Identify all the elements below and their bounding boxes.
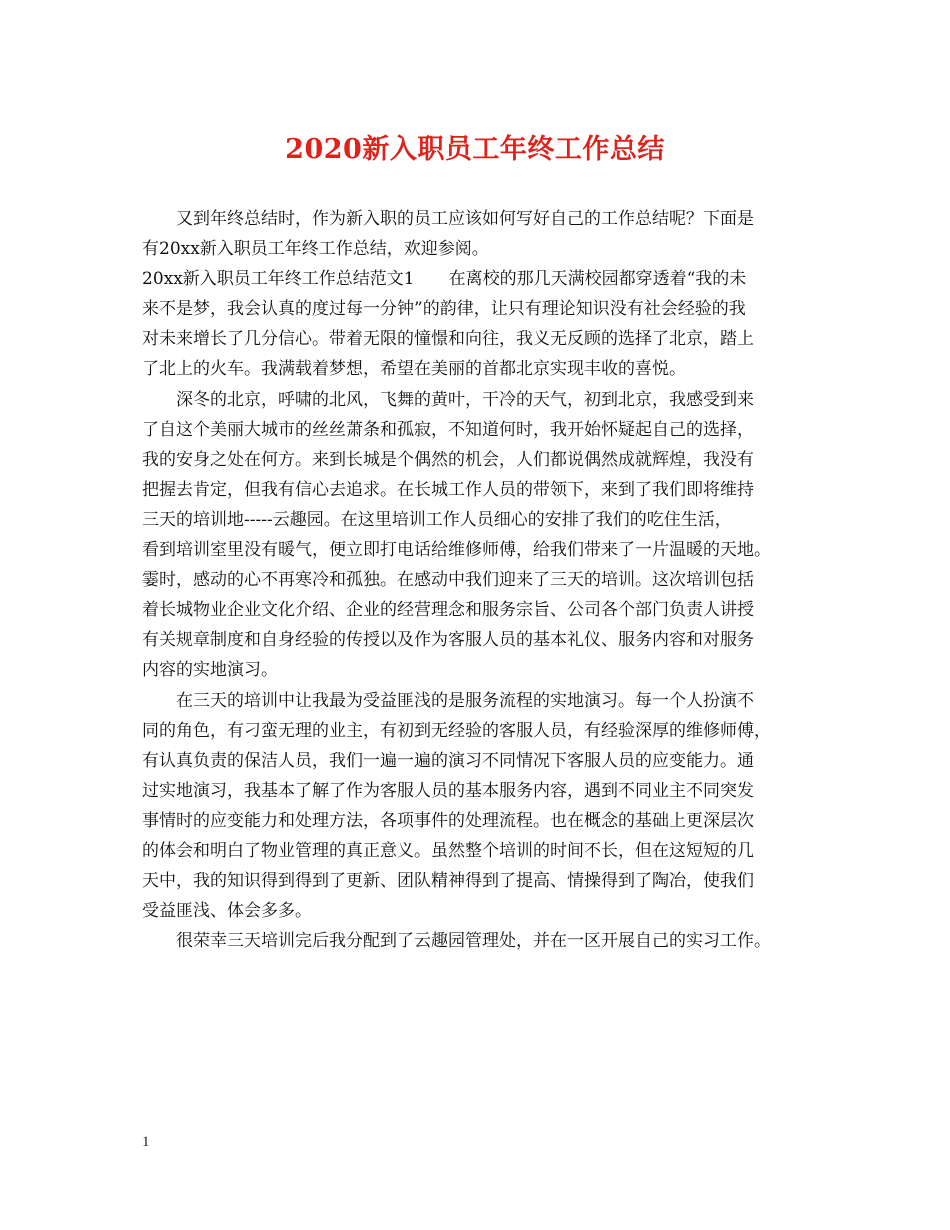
text-line: 有关规章制度和自身经验的传授以及作为客服人员的基本礼仪、服务内容和对服务 [142,630,754,651]
text-line: 事情时的应变能力和处理方法，各项事件的处理流程。也在概念的基础上更深层次 [142,810,754,831]
text-line: 对未来增长了几分信心。带着无限的憧憬和向往，我义无反顾的选择了北京，踏上 [142,329,754,350]
text-line: 有认真负责的保洁人员，我们一遍一遍的演习不同情况下客服人员的应变能力。通 [142,750,754,771]
text-line: 天中，我的知识得到得到了更新、团队精神得到了提高、情操得到了陶冶，使我们 [142,871,754,892]
text-line: 着长城物业企业文化介绍、企业的经营理念和服务宗旨、公司各个部门负责人讲授 [142,600,754,621]
document-body [142,204,814,956]
page-number: 1 [142,1134,150,1150]
text-line: 了北上的火车。我满载着梦想，希望在美丽的首都北京实现丰收的喜悦。 [142,359,686,380]
text-line: 深冬的北京，呼啸的北风，飞舞的黄叶，干冷的天气，初到北京，我感受到来 [176,389,754,410]
text-line: 在三天的培训中让我最为受益匪浅的是服务流程的实地演习。每一个人扮演不 [176,690,754,711]
text-line: 把握去肯定，但我有信心去追求。在长城工作人员的带领下，来到了我们即将维持 [142,479,754,500]
text-line: 的体会和明白了物业管理的真正意义。虽然整个培训的时间不长，但在这短短的几 [142,840,754,861]
text-line: 受益匪浅、体会多多。 [142,901,312,922]
text-line: 同的角色，有刁蛮无理的业主，有初到无经验的客服人员，有经验深厚的维修师傅， [142,720,771,741]
text-line: 三天的培训地-----云趣园。在这里培训工作人员细心的安排了我们的吃住生活， [142,509,732,530]
text-line: 过实地演习，我基本了解了作为客服人员的基本服务内容，遇到不同业主不同突发 [142,780,754,801]
text-line: 20xx新入职员工年终工作总结范文1 在离校的那几天满校园都穿透着“我的未 [142,269,747,290]
text-line: 霎时，感动的心不再寒冷和孤独。在感动中我们迎来了三天的培训。这次培训包括 [142,570,754,591]
text-line: 了自这个美丽大城市的丝丝萧条和孤寂，不知道何时，我开始怀疑起自己的选择， [142,419,754,440]
text-line: 我的安身之处在何方。来到长城是个偶然的机会，人们都说偶然成就辉煌，我没有 [142,449,754,470]
text-line: 又到年终总结时，作为新入职的员工应该如何写好自己的工作总结呢？下面是 [176,209,754,229]
text-line: 很荣幸三天培训完后我分配到了云趣园管理处，并在一区开展自己的实习工作。 [176,931,771,952]
text-line: 来不是梦，我会认真的度过每一分钟”的韵律，让只有理论知识没有社会经验的我 [142,299,746,320]
text-line: 内容的实地演习。 [142,660,278,681]
document-title: 2020新入职员工年终工作总结 [285,134,665,165]
text-line: 看到培训室里没有暖气，便立即打电话给维修师傅，给我们带来了一片温暖的天地。 [142,540,771,561]
text-line: 有20xx新入职员工年终工作总结，欢迎参阅。 [142,239,489,260]
